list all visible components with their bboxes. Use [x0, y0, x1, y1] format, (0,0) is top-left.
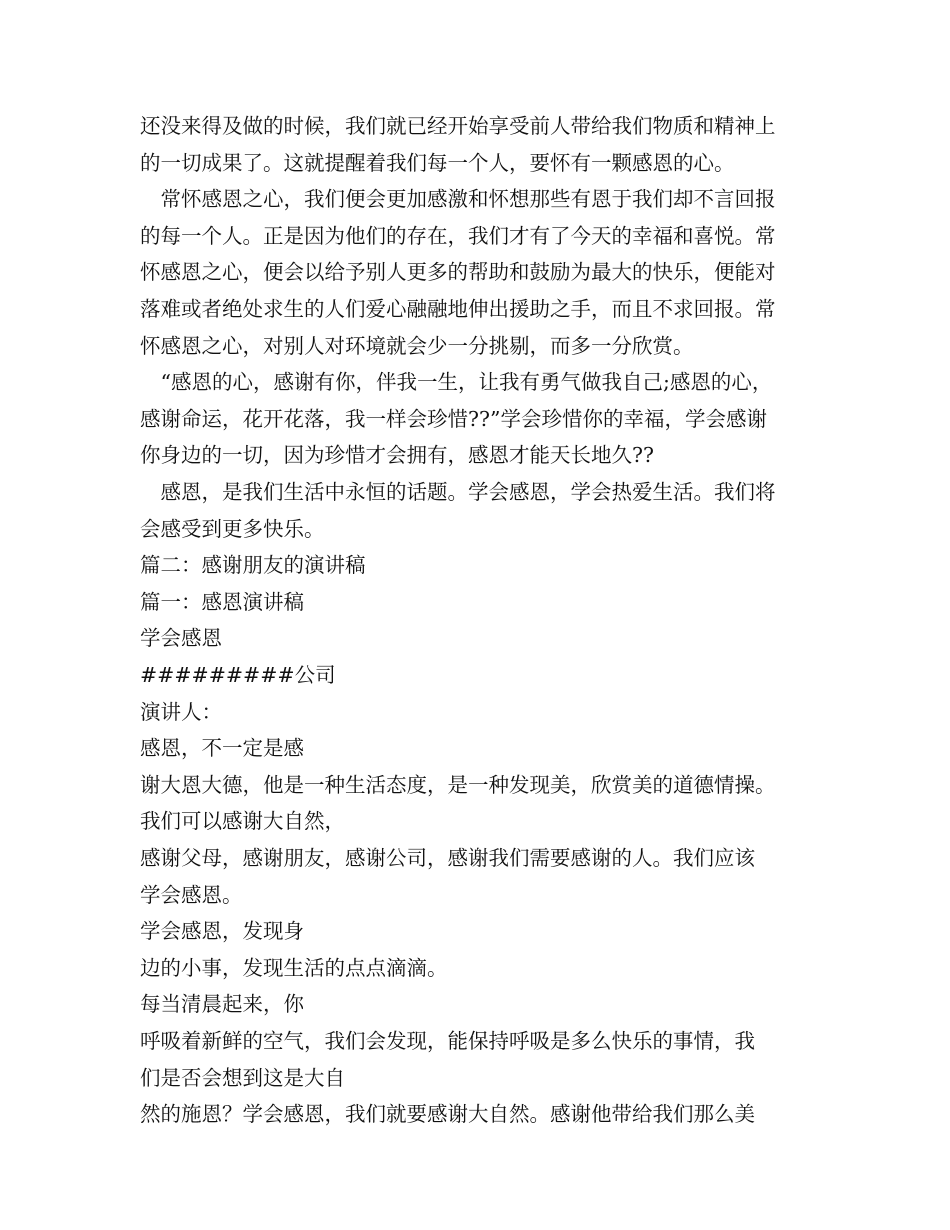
text-line: 学会感恩	[140, 626, 222, 651]
text-line: 还没来得及做的时候，我们就已经开始享受前人带给我们物质和精神上	[140, 114, 776, 138]
text-line: 落难或者绝处求生的人们爱心融融地伸出援助之手，而且不求回报。常	[140, 297, 776, 321]
text-line: 谢大恩大德，他是一种生活态度，是一种发现美，欣赏美的道德情操。	[140, 772, 776, 797]
text-line: 然的施恩？学会感恩，我们就要感谢大自然。感谢他带给我们那么美	[140, 1102, 755, 1127]
text-line: 感谢父母，感谢朋友，感谢公司，感谢我们需要感谢的人。我们应该	[140, 846, 755, 870]
text-line: 怀感恩之心，对别人对环境就会少一分挑剔，而多一分欣赏。	[140, 333, 694, 358]
text-line: 感谢命运，花开花落，我一样会珍惜??”学会珍惜你的幸福，学会感谢	[140, 406, 767, 431]
text-line: #########公司	[140, 663, 336, 687]
text-line: 的每一个人。正是因为他们的存在，我们才有了今天的幸福和喜悦。常	[140, 223, 776, 248]
text-line: 你身边的一切，因为珍惜才会拥有，感恩才能天长地久??	[140, 443, 654, 468]
text-line: 常怀感恩之心，我们便会更加感激和怀想那些有恩于我们却不言回报	[140, 187, 776, 212]
text-line: 怀感恩之心，便会以给予别人更多的帮助和鼓励为最大的快乐，便能对	[140, 260, 776, 285]
text-line: 们是否会想到这是大自	[140, 1065, 345, 1090]
text-line: 篇二：感谢朋友的演讲稿	[140, 553, 366, 578]
text-line: 的一切成果了。这就提醒着我们每一个人，要怀有一颗感恩的心。	[140, 150, 735, 175]
text-line: 演讲人：	[140, 699, 222, 724]
text-line: 学会感恩，发现身	[140, 919, 304, 944]
text-line: “感恩的心，感谢有你，伴我一生，让我有勇气做我自己;感恩的心，	[140, 370, 773, 395]
text-line: 呼吸着新鲜的空气，我们会发现，能保持呼吸是多么快乐的事情，我	[140, 1029, 755, 1053]
text-line: 感恩，不一定是感	[140, 736, 304, 761]
text-line: 学会感恩。	[140, 882, 243, 907]
text-line: 每当清晨起来，你	[140, 992, 304, 1017]
text-line: 边的小事，发现生活的点点滴滴。	[140, 955, 448, 980]
text-line: 会感受到更多快乐。	[140, 516, 325, 541]
text-line: 我们可以感谢大自然，	[140, 809, 345, 834]
text-line: 感恩，是我们生活中永恒的话题。学会感恩，学会热爱生活。我们将	[140, 480, 776, 504]
text-line: 篇一：感恩演讲稿	[140, 589, 304, 614]
